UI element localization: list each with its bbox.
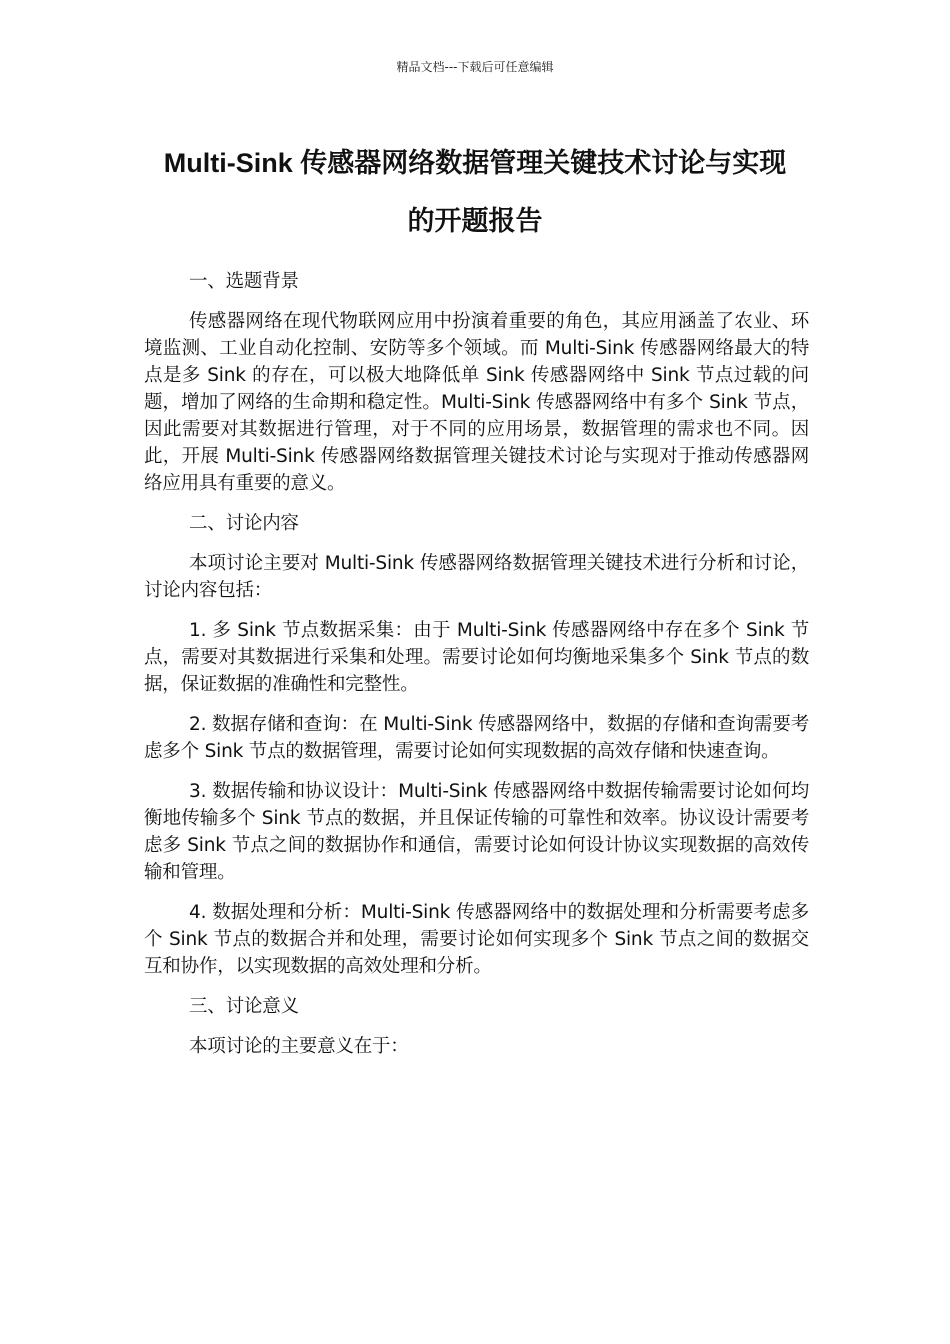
paragraph-content-intro: 本项讨论主要对 Multi-Sink 传感器网络数据管理关键技术进行分析和讨论，讨论内容包括：	[144, 553, 809, 601]
paragraph-significance-intro: 本项讨论的主要意义在于：	[189, 1036, 409, 1057]
section-heading-content: 二、讨论内容	[189, 513, 299, 534]
page-title	[110, 134, 840, 250]
list-item-data-collection: 1. 多 Sink 节点数据采集：由于 Multi-Sink 传感器网络中存在多个 Sink 节点，需要对其数据进行采集和处理。需要讨论如何均衡地采集多个 Sink 节点的数据，保证数据的准确性和完整性。	[144, 620, 809, 695]
document-body	[144, 268, 809, 1073]
header-note: 精品文档---下载后可任意编辑	[396, 60, 554, 74]
section-heading-significance: 三、讨论意义	[189, 996, 299, 1017]
section-heading-background: 一、选题背景	[189, 271, 299, 292]
paragraph-background: 传感器网络在现代物联网应用中扮演着重要的角色，其应用涵盖了农业、环境监测、工业自动化控制、安防等多个领域。而 Multi-Sink 传感器网络最大的特点是多 Sink 的存在，可以极大地降低单 Sink 传感器网络中 Sink 节点过载的问题，增加了网络的生命期和稳定性。Multi-Sink 传感器网络中有多个 Sink 节点，因此需要对其数据进行管理，对于不同的应用场景，数据管理的需求也不同。因此，开展 Multi-Sink 传感器网络数据管理关键技术讨论与实现对于推动传感器网络应用具有重要的意义。	[144, 311, 809, 494]
list-item-storage-query: 2. 数据存储和查询：在 Multi-Sink 传感器网络中，数据的存储和查询需要考虑多个 Sink 节点的数据管理，需要讨论如何实现数据的高效存储和快速查询。	[144, 714, 809, 762]
list-item-processing-analysis: 4. 数据处理和分析：Multi-Sink 传感器网络中的数据处理和分析需要考虑多个 Sink 节点的数据合并和处理，需要讨论如何实现多个 Sink 节点之间的数据交互和协作，以实现数据的高效处理和分析。	[144, 902, 809, 977]
title-line-1: Multi-Sink 传感器网络数据管理关键技术讨论与实现	[163, 148, 787, 178]
list-item-transmission-protocol: 3. 数据传输和协议设计：Multi-Sink 传感器网络中数据传输需要讨论如何均衡地传输多个 Sink 节点的数据，并且保证传输的可靠性和效率。协议设计需要考虑多 Sink 节点之间的数据协作和通信，需要讨论如何设计协议实现数据的高效传输和管理。	[144, 781, 809, 883]
title-line-2: 的开题报告	[407, 206, 543, 236]
